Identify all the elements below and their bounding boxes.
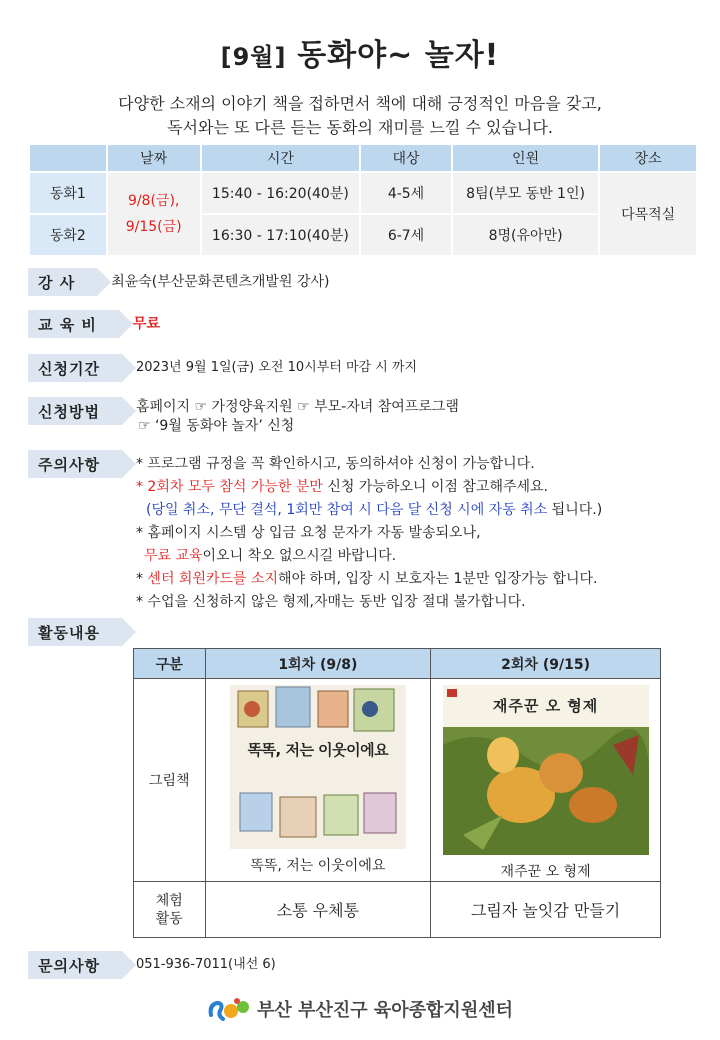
period-label: 신청기간 xyxy=(28,354,122,382)
note-paren: ( xyxy=(145,502,152,518)
note-emphasis: * 2회차 모두 참석 가능한 분만 xyxy=(135,479,323,495)
schedule-row-name: 동화1 xyxy=(29,172,107,214)
note-text: 이오니 착오 없으시길 바랍니다. xyxy=(202,548,397,564)
page-title xyxy=(0,30,720,74)
note-item: * 수업을 신청하지 않은 형제,자매는 동반 입장 절대 불가합니다. xyxy=(135,594,526,610)
book1-caption: 똑똑, 저는 이웃이에요 xyxy=(250,858,386,874)
note-item xyxy=(136,499,602,522)
note-emphasis: 무료 교육 xyxy=(143,548,203,564)
schedule-header-date: 날짜 xyxy=(107,144,201,172)
schedule-header-time: 시간 xyxy=(201,144,361,172)
book2-cell xyxy=(431,679,661,882)
intro-text xyxy=(0,92,720,140)
schedule-date-2: 9/15(금) xyxy=(125,219,182,235)
schedule-date-1: 9/8(금), xyxy=(127,193,180,209)
schedule-dates xyxy=(107,172,201,256)
center-logo-icon xyxy=(207,995,251,1023)
contact-value: 051-936-7011(내선 6) xyxy=(135,957,276,972)
schedule-table xyxy=(28,143,698,257)
schedule-row-name: 동화2 xyxy=(29,214,107,256)
note-text: 됩니다.) xyxy=(547,502,603,518)
activity-label: 활동내용 xyxy=(28,618,122,646)
schedule-place: 다목적실 xyxy=(599,172,697,256)
period-value: 2023년 9월 1일(금) 오전 10시부터 마감 시 까지 xyxy=(135,360,418,375)
book1-cover-illustration xyxy=(230,685,406,849)
schedule-row-time: 16:30 - 17:10(40분) xyxy=(201,214,361,256)
book1-cell xyxy=(205,679,431,882)
activity-header-category: 구분 xyxy=(134,649,206,679)
book1-cover-image xyxy=(230,685,406,849)
method-section xyxy=(28,397,459,436)
activity-section xyxy=(28,618,136,646)
footer xyxy=(0,995,720,1023)
instructor-value: 최윤숙(부산문화콘텐츠개발원 강사) xyxy=(111,274,330,290)
picturebook-row xyxy=(134,679,661,882)
method-line-1: 홈페이지 ☞ 가정양육지원 ☞ 부모-자녀 참여프로그램 xyxy=(135,399,459,415)
note-text: 신청 가능하오니 이점 참고해주세요. xyxy=(322,479,549,495)
schedule-row-people: 8팀(부모 동반 1인) xyxy=(452,172,599,214)
notes-section xyxy=(28,450,602,614)
contact-section xyxy=(28,951,276,979)
book2-cover-image xyxy=(443,685,649,855)
fee-label: 교 육 비 xyxy=(28,310,119,338)
method-text xyxy=(136,397,459,436)
fee-section xyxy=(28,310,160,338)
experience-label-line: 활동 xyxy=(155,910,183,927)
schedule-row-time: 15:40 - 16:20(40분) xyxy=(201,172,361,214)
schedule-row-people: 8명(유아만) xyxy=(452,214,599,256)
note-emphasis: 당일 취소, 무단 결석, 1회만 참여 시 다음 달 신청 시에 자동 취소 xyxy=(151,502,548,518)
book2-caption: 재주꾼 오 형제 xyxy=(500,864,591,880)
note-item xyxy=(136,476,602,499)
schedule-header-row xyxy=(29,144,697,172)
note-item xyxy=(136,568,602,591)
activity-table xyxy=(133,648,661,938)
notes-list xyxy=(136,450,602,614)
experience-label xyxy=(134,882,206,938)
note-item: * 프로그램 규정을 꼭 확인하시고, 동의하셔야 신청이 가능합니다. xyxy=(135,456,535,472)
schedule-header-blank xyxy=(29,144,107,172)
intro-line-1: 다양한 소재의 이야기 책을 접하면서 책에 대해 긍정적인 마음을 갖고, xyxy=(118,94,602,113)
fee-value: 무료 xyxy=(132,316,160,332)
book1-cover-title: 똑똑, 저는 이웃이에요 xyxy=(247,741,389,759)
intro-line-2: 독서와는 또 다른 듣는 동화의 재미를 느낄 수 있습니다. xyxy=(167,118,553,137)
title-prefix: [9월] xyxy=(220,43,287,71)
schedule-header-target: 대상 xyxy=(360,144,452,172)
experience-row xyxy=(134,882,661,938)
schedule-header-people: 인원 xyxy=(452,144,599,172)
schedule-row-target: 4-5세 xyxy=(360,172,452,214)
schedule-header-place: 장소 xyxy=(599,144,697,172)
center-logo-graphic xyxy=(207,995,251,1023)
footer-org-name: 부산 부산진구 육아종합지원센터 xyxy=(257,1000,513,1021)
activity-header-session2: 2회차 (9/15) xyxy=(431,649,661,679)
experience-label-line: 체험 xyxy=(155,892,183,909)
picturebook-label: 그림책 xyxy=(134,679,206,882)
note-item xyxy=(136,545,602,568)
notes-label: 주의사항 xyxy=(28,450,122,478)
contact-label: 문의사항 xyxy=(28,951,122,979)
instructor-label: 강 사 xyxy=(28,268,97,296)
activity-header-session1: 1회차 (9/8) xyxy=(205,649,431,679)
method-label: 신청방법 xyxy=(28,397,122,425)
method-line-2: ☞ ‘9월 동화야 놀자’ 신청 xyxy=(137,418,295,434)
activity1-value: 소통 우체통 xyxy=(205,882,431,938)
instructor-section xyxy=(28,268,329,296)
note-emphasis: 센터 회원카드를 소지 xyxy=(147,571,279,587)
period-section xyxy=(28,354,417,382)
schedule-row xyxy=(29,172,697,214)
note-item: * 홈페이지 시스템 상 입금 요청 문자가 자동 발송되오나, xyxy=(135,525,481,541)
schedule-row-target: 6-7세 xyxy=(360,214,452,256)
activity2-value: 그림자 놀잇감 만들기 xyxy=(431,882,661,938)
activity-header-row xyxy=(134,649,661,679)
note-text: 해야 하며, 입장 시 보호자는 1분만 입장가능 합니다. xyxy=(278,571,598,587)
title-main: 동화야~ 놀자! xyxy=(297,38,500,73)
book2-cover-title: 재주꾼 오 형제 xyxy=(492,697,599,715)
note-star: * xyxy=(135,571,148,587)
